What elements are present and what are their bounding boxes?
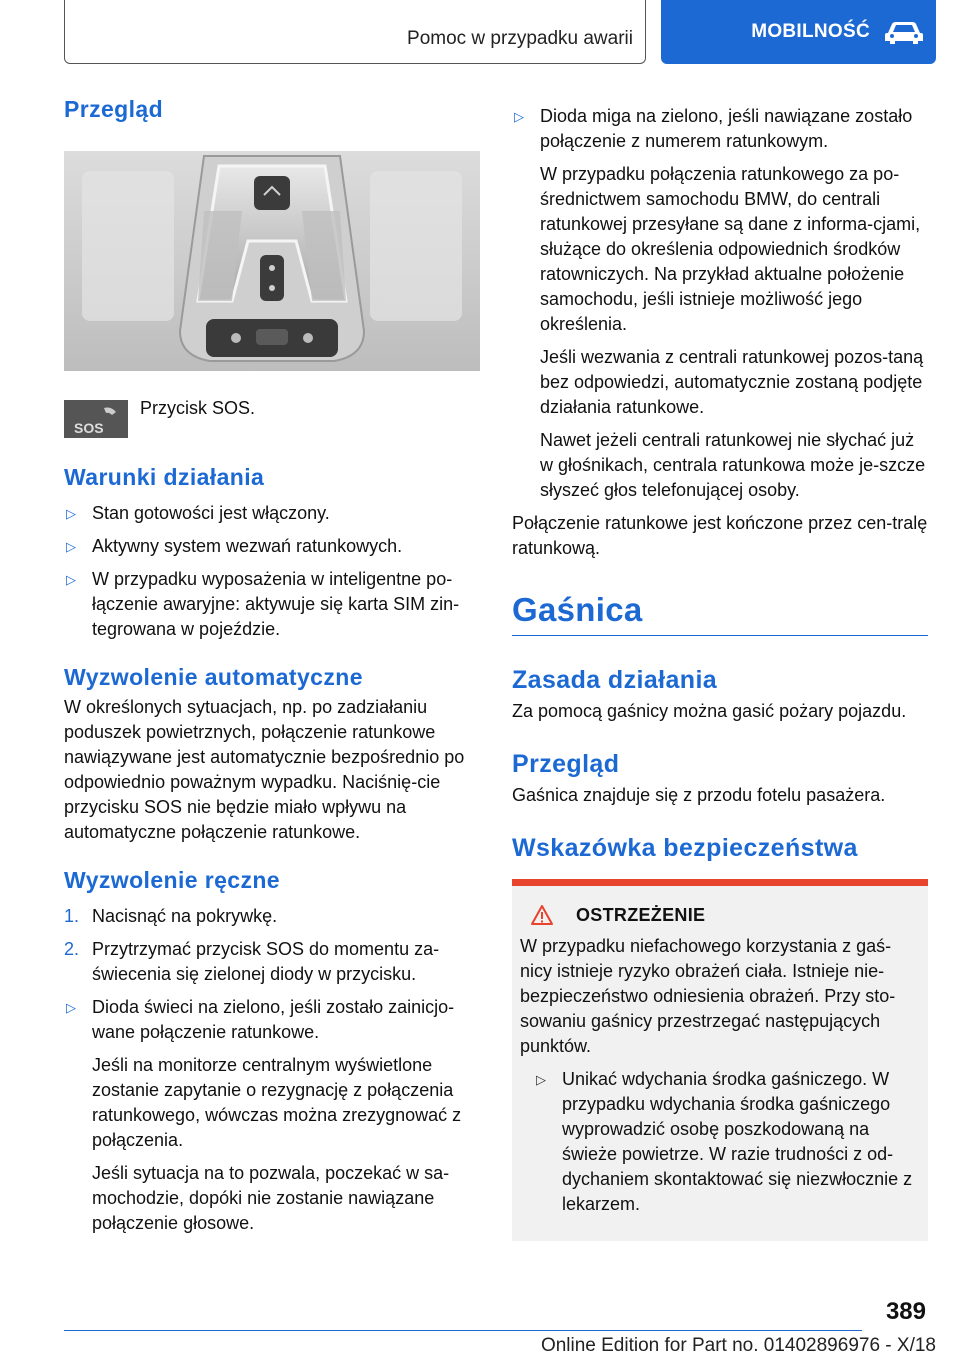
manual-trigger-heading: Wyzwolenie ręczne [64,867,281,893]
list-item: ▷ Aktywny system wezwań ratunkowych. [64,534,480,559]
header-section-tab [661,0,936,64]
blink-sub-text: Jeśli wezwania z centrali ratunkowej pozos-taną bez odpowiedzi, automatycznie zostaną podjęte działania ratunkowe. [540,347,924,417]
bullet-triangle-icon: ▷ [66,1000,76,1015]
principle-heading: Zasada działania [512,666,718,694]
warning-bar [512,879,928,886]
blink-sub-text: Nawet jeżeli centrali ratunkowej nie słychać już w głośnikach, centrala ratunkowa może je-szcze słyszeć głos telefonującej osoby. [540,430,926,500]
list-item: ▷ Stan gotowości jest włączony. [64,501,480,526]
warning-header [520,886,918,934]
warning-title: OSTRZEŻENIE [576,904,706,925]
led-sub-text: Jeśli sytuacja na to pozwala, poczekać w sa-mochodzie, dopóki nie zostanie nawiązane połączenie głosowe. [92,1163,450,1233]
extinguisher-title: Gaśnica [512,591,643,628]
header-section-label: MOBILNOŚĆ [751,21,870,42]
car-icon [884,19,924,45]
sos-icon-label: SOS [74,420,104,436]
manual-steps-list [64,904,480,987]
list-item: 1. Nacisnąć na pokrywkę. [64,906,278,926]
header-title: Pomoc w przypadku awarii [407,28,633,49]
sos-console-photo [64,151,480,371]
end-call-text: Połączenie ratunkowe jest kończone przez cen-tralę ratunkową. [512,513,928,558]
list-item: ▷ Dioda miga na zielono, jeśli nawiązane zostało połączenie z numerem ratunkowym. [514,106,913,151]
bullet-triangle-icon: ▷ [66,572,76,587]
bullet-triangle-icon: ▷ [536,1072,546,1087]
list-item: ▷ Dioda świeci na zielono, jeśli zostało zainicjo-wane połączenie ratunkowe. [66,997,455,1042]
warning-text: W przypadku niefachowego korzystania z gaś-nicy istnieje ryzyko obrażeń ciała. Istnieje nie-bezpieczeństwo odniesienia obrażeń. Przy sto-sowaniu gaśnicy przestrzegać następujących punktów. [520,936,896,1056]
blink-sub-text: W przypadku połączenia ratunkowego za po-średnictwem samochodu BMW, do centrali ratunkowej przesyłane są dane z informa-cjami, służące do określenia odpowiednich środków ratowniczych. Na przykład aktualne położenie samochodu, jeśli istnieje możliwość jego określenia. [540,164,921,334]
bullet-triangle-icon: ▷ [66,506,76,521]
extinguisher-overview-text: Gaśnica znajduje się z przodu fotelu pasażera. [512,785,886,805]
footer-divider [64,1330,862,1331]
warning-box [512,879,928,1241]
extinguisher-overview-heading: Przegląd [512,750,620,778]
footer-edition: Online Edition for Part no. 01402896976 - X/18 [540,1335,936,1356]
principle-text: Za pomocą gaśnicy można gasić pożary pojazdu. [512,701,907,721]
page-number: 389 [885,1298,926,1325]
bullet-triangle-icon: ▷ [514,109,524,124]
conditions-list [64,501,480,642]
safety-heading: Wskazówka bezpieczeństwa [512,834,858,862]
overview-heading: Przegląd [64,96,164,122]
auto-trigger-heading: Wyzwolenie automatyczne [64,664,363,690]
conditions-heading: Warunki działania [64,464,265,490]
led-sub-text: Jeśli na monitorze centralnym wyświetlone zostanie zapytanie o rezygnację z połączenia ratunkowego, wówczas można zrezygnować z połączenia. [92,1055,462,1150]
list-item: ▷ W przypadku wyposażenia w inteligentne po-łączenie awaryjne: aktywuje się karta SIM zin-tegrowana w pojeździe. [66,569,460,639]
list-item: 2. Przytrzymać przycisk SOS do momentu za-świecenia się zielonej diody w przycisku. [64,939,440,984]
auto-trigger-text: W określonych sytuacjach, np. po zadziałaniu poduszek powietrznych, połączenie ratunkowe nawiązywane jest automatycznie bezpośrednio po odpowiednio poważnym wypadku. Naciśnię-cie przycisku SOS nie będzie miało wpływu na automatyczne połączenie ratunkowe. [64,697,465,842]
sos-legend [64,396,480,438]
title-divider [512,635,928,636]
warning-triangle-icon [530,904,554,926]
sos-caption: Przycisk SOS. [140,398,256,418]
header-tab [64,0,646,64]
right-column [512,104,928,1241]
sos-button-icon [64,400,128,438]
list-item: ▷ Unikać wdychania środka gaśniczego. W przypadku wdychania środka gaśniczego wyprowadzić osobę poszkodowaną na świeże powietrze. W razie trudności z od-dychaniem skontaktować się niezwłocznie z lekarzem. [536,1069,913,1214]
bullet-triangle-icon: ▷ [66,539,76,554]
left-column [64,96,480,1244]
